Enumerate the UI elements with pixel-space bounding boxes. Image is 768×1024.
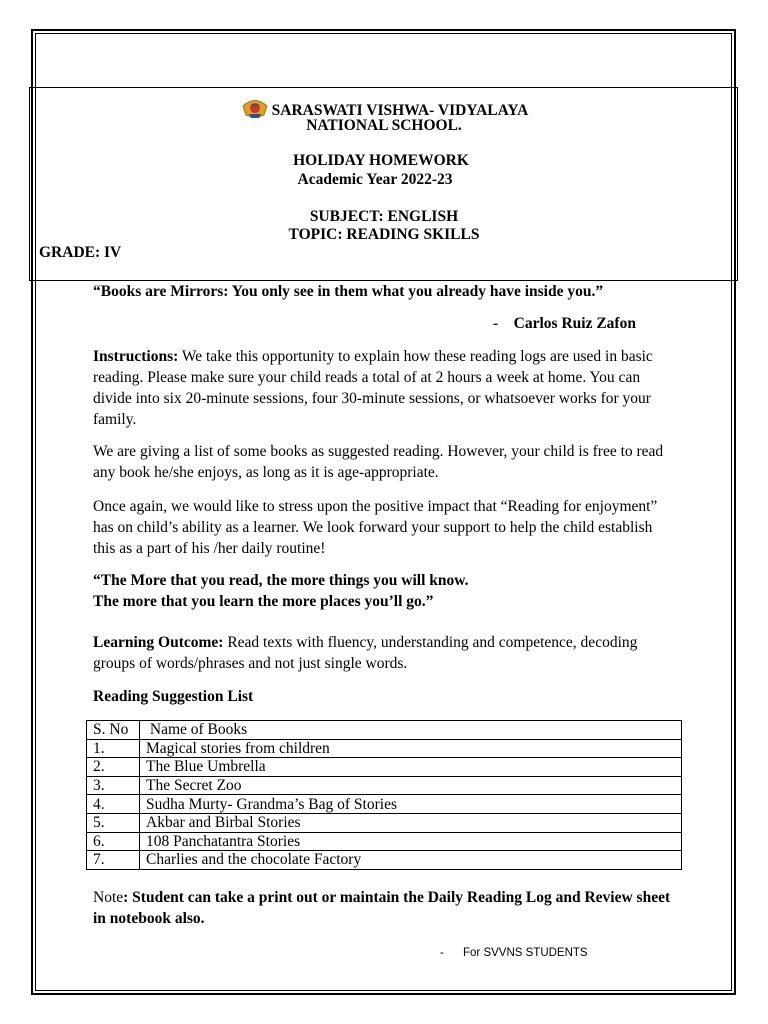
row-sno: 7.	[87, 851, 140, 870]
note-text: : Student can take a print out or maintain the Daily Reading Log and Review sheet in notebook also.	[93, 889, 671, 927]
row-book-name: Sudha Murty- Grandma’s Bag of Stories	[140, 795, 682, 814]
quote-books-mirrors: “Books are Mirrors: You only see in them what you already have inside you.”	[93, 283, 604, 300]
note-paragraph	[93, 887, 673, 929]
paragraph-positive-impact: Once again, we would like to stress upon the positive impact that “Reading for enjoyment” has on child’s ability as a learner. We look forward your support to help the child establish this as a part of his /her daily routine!	[93, 498, 658, 557]
row-sno: 6.	[87, 832, 140, 851]
table-row	[87, 851, 682, 870]
academic-year: Academic Year 2022-23	[297, 171, 453, 188]
paragraph-suggested-reading: We are giving a list of some books as suggested reading. However, your child is free to read any book he/she enjoys, as long as it is age-appropriate.	[93, 443, 664, 481]
subject: SUBJECT: ENGLISH	[309, 208, 459, 225]
row-book-name: The Secret Zoo	[140, 776, 682, 795]
reading-list-heading: Reading Suggestion List	[93, 688, 254, 705]
quote2-line1: “The More that you read, the more things you will know.	[93, 572, 469, 589]
row-book-name: Akbar and Birbal Stories	[140, 813, 682, 832]
column-header-sno: S. No	[87, 721, 140, 740]
table-row	[87, 776, 682, 795]
school-logo-icon	[240, 97, 270, 119]
grade: GRADE: IV	[39, 244, 122, 261]
school-name: SARASWATI VISHWA- VIDYALAYA	[271, 102, 529, 119]
row-book-name: 108 Panchatantra Stories	[140, 832, 682, 851]
row-sno: 5.	[87, 813, 140, 832]
table-row	[87, 739, 682, 758]
row-sno: 1.	[87, 739, 140, 758]
learning-outcome-label: Learning Outcome:	[93, 634, 224, 651]
table-row	[87, 795, 682, 814]
row-book-name: Charlies and the chocolate Factory	[140, 851, 682, 870]
quote-author: - Carlos Ruiz Zafon	[493, 315, 636, 332]
column-header-book-name: Name of Books	[140, 721, 682, 740]
topic: TOPIC: READING SKILLS	[288, 226, 480, 243]
row-sno: 2.	[87, 758, 140, 777]
quote-more-you-read	[93, 570, 673, 612]
learning-outcome-text: Read texts with fluency, understanding and competence, decoding groups of words/phrases and not just single words.	[93, 634, 638, 672]
signature-line: - For SVVNS STUDENTS	[440, 947, 588, 959]
school-sub: NATIONAL SCHOOL.	[306, 117, 462, 134]
instructions-label: Instructions:	[93, 348, 179, 365]
row-sno: 3.	[87, 776, 140, 795]
table-row	[87, 832, 682, 851]
instructions-text: We take this opportunity to explain how these reading logs are used in basic reading. Please make sure your child reads a total of at 2 hours a week at home. You can divide into six 20-minute sessions, four 30-minute sessions, or whatsoever works for your family.	[93, 348, 653, 428]
row-book-name: The Blue Umbrella	[140, 758, 682, 777]
table-row	[87, 758, 682, 777]
reading-list-table	[86, 720, 682, 870]
note-label: Note	[93, 889, 124, 906]
quote2-line2: The more that you learn the more places you’ll go.”	[93, 593, 434, 610]
homework-title: HOLIDAY HOMEWORK	[293, 152, 469, 169]
row-book-name: Magical stories from children	[140, 739, 682, 758]
row-sno: 4.	[87, 795, 140, 814]
learning-outcome-paragraph	[93, 632, 673, 674]
instructions-paragraph	[93, 346, 673, 430]
table-row	[87, 813, 682, 832]
table-header-row	[87, 721, 682, 740]
